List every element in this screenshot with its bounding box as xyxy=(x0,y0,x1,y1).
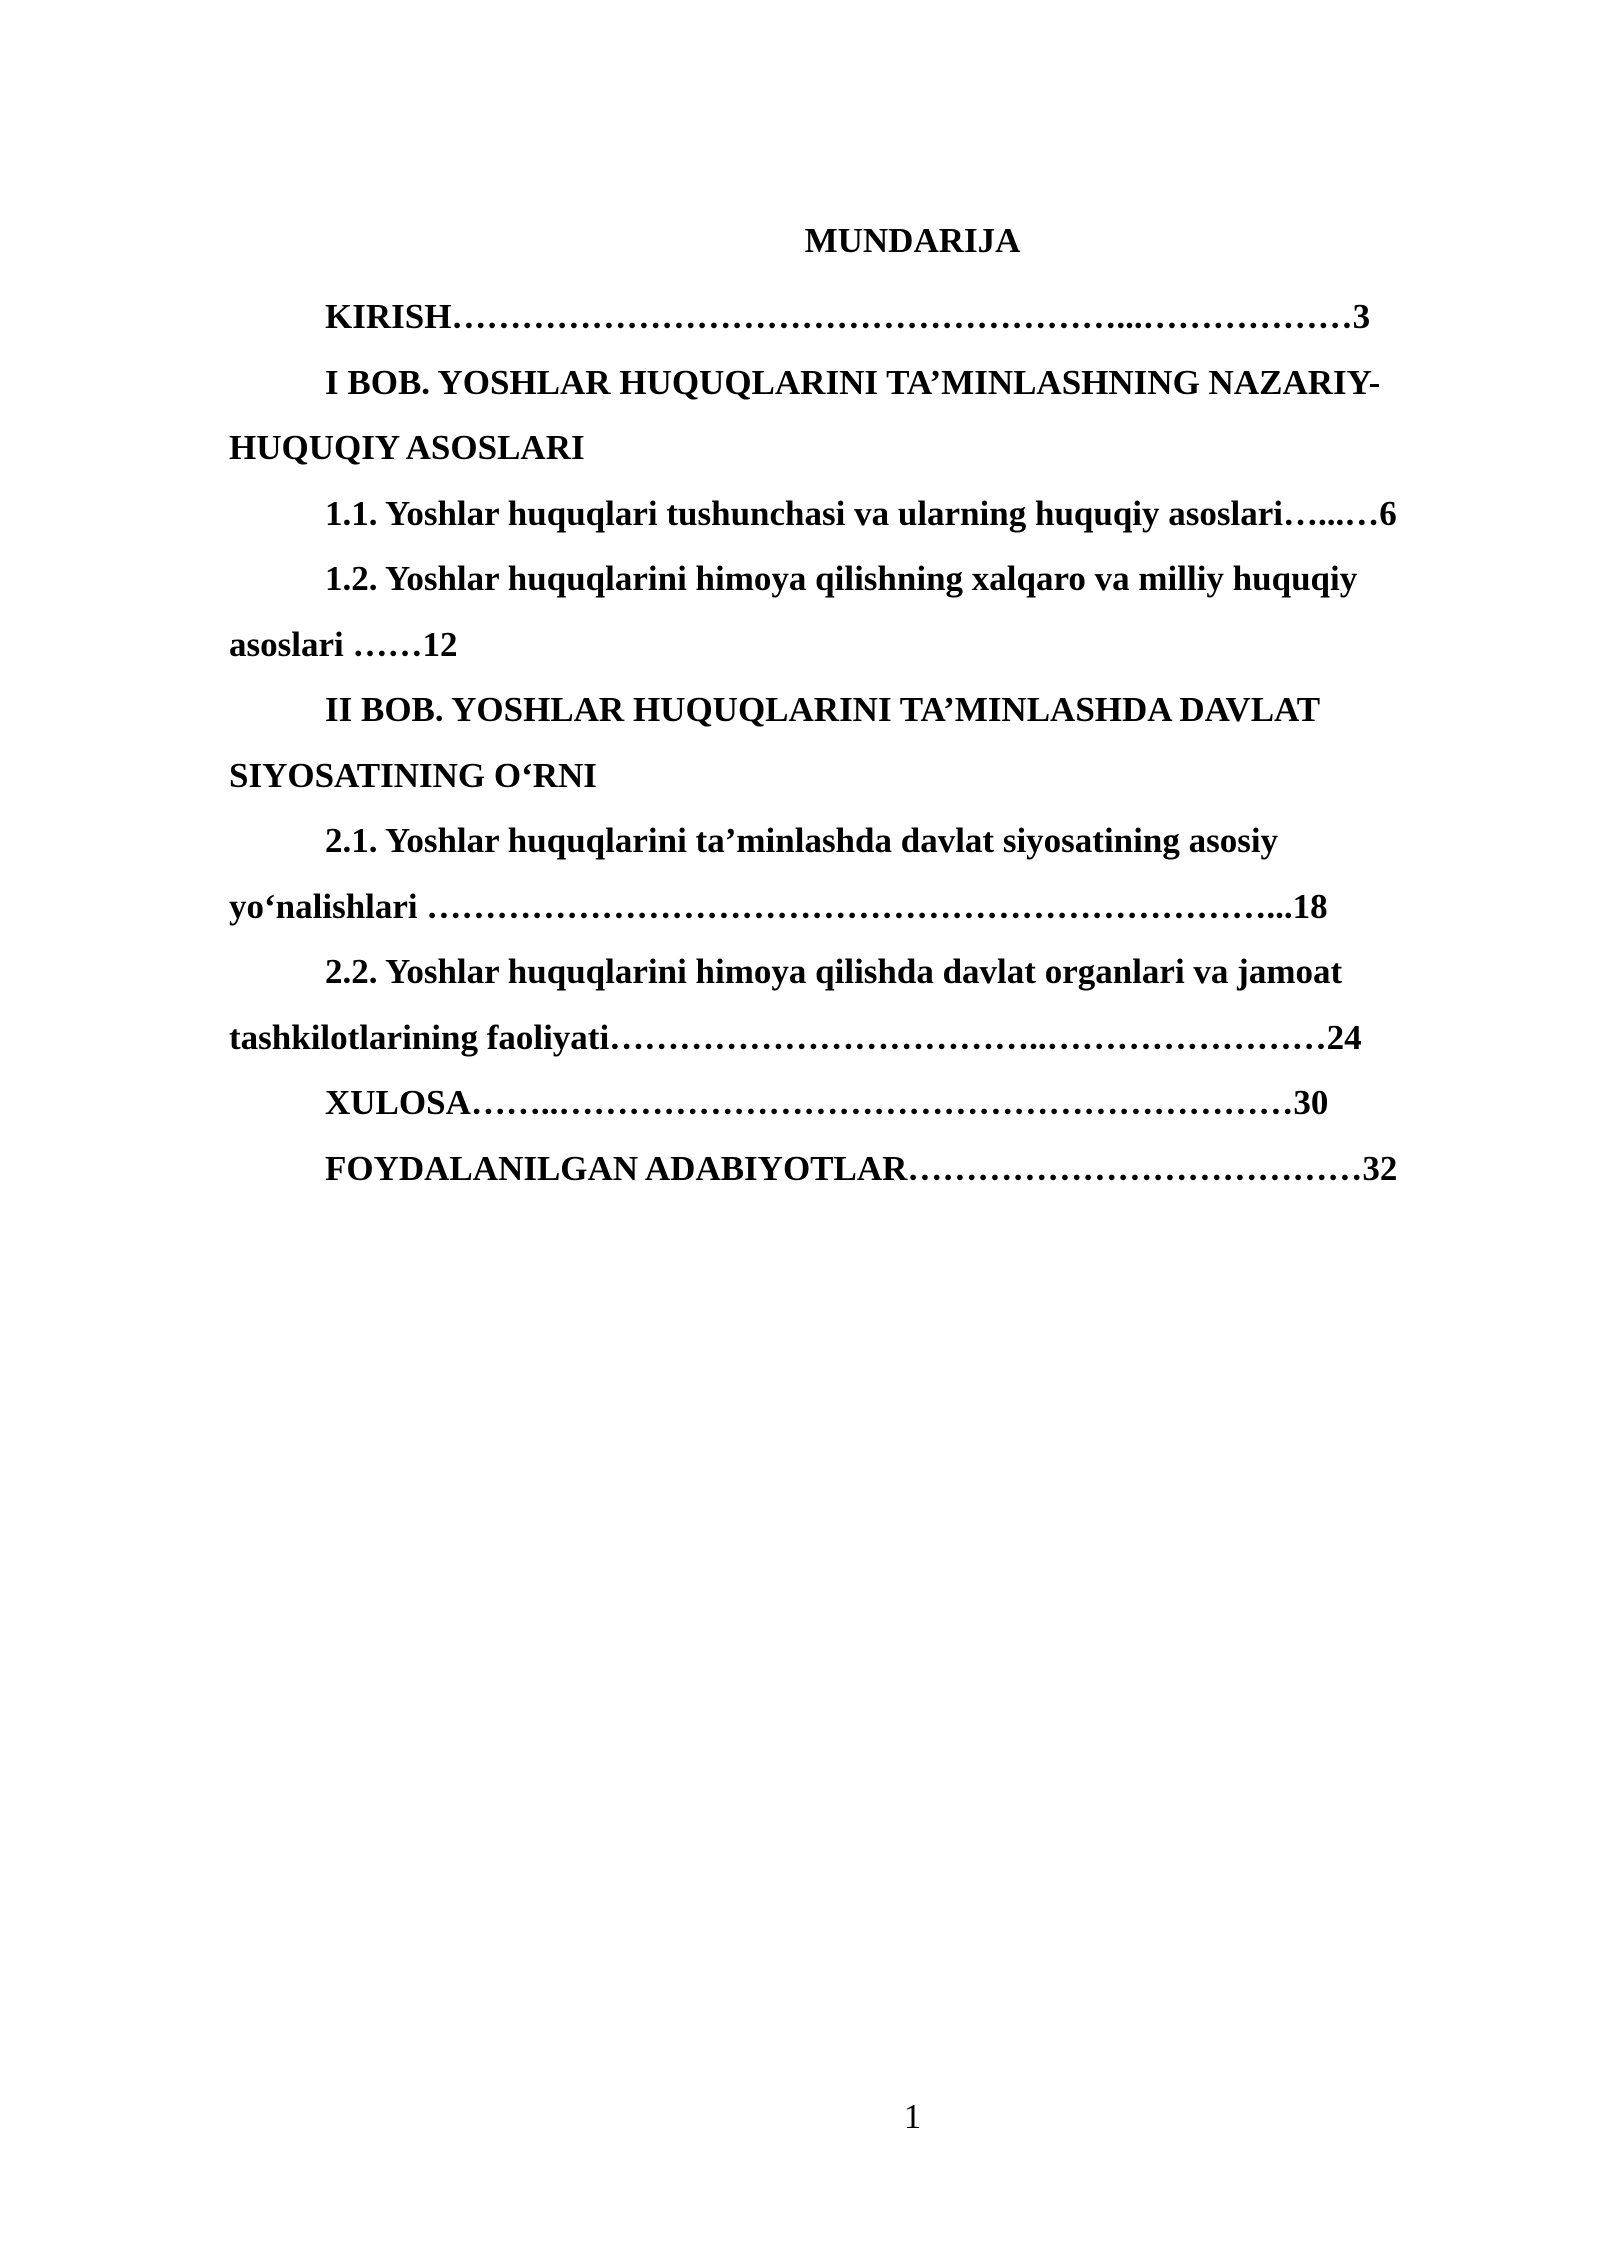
toc-entry-section-1-2-continuation[interactable] xyxy=(229,612,1495,678)
toc-entry-text: 2.2. Yoshlar huquqlarini himoya qilishda davlat organlari va jamoat xyxy=(325,952,1343,991)
toc-entry-section-2-1-continuation[interactable] xyxy=(229,874,1495,940)
toc-entry-xulosa[interactable] xyxy=(229,1070,1495,1136)
toc-entry-chapter-1-continuation[interactable] xyxy=(229,415,1495,481)
toc-entry-kirish[interactable] xyxy=(229,284,1495,350)
toc-entry-text: XULOSA……..………………………………………………………30 xyxy=(325,1083,1329,1122)
toc-entry-text: yo‘nalishlari ………………………………………………………………...18 xyxy=(229,886,1328,926)
toc-entry-text: FOYDALANILGAN ADABIYOTLAR…………………………………32 xyxy=(325,1148,1398,1188)
toc-entry-text: I BOB. YOSHLAR HUQUQLARINI TA’MINLASHNING NAZARIY- xyxy=(325,362,1381,402)
toc-entry-text: asoslari ……12 xyxy=(229,624,458,664)
toc-entry-chapter-1[interactable] xyxy=(229,350,1495,416)
toc-entry-text: II BOB. YOSHLAR HUQUQLARINI TA’MINLASHDA DAVLAT xyxy=(325,690,1321,729)
toc-entry-section-2-2[interactable] xyxy=(229,939,1495,1005)
toc-entry-section-1-1[interactable] xyxy=(229,481,1495,547)
toc-entry-text: 2.1. Yoshlar huquqlarini ta’minlashda davlat siyosatining asosiy xyxy=(325,821,1279,860)
toc-entry-text: SIYOSATINING O‘RNI xyxy=(229,755,597,795)
toc-entry-text: 1.1. Yoshlar huquqlari tushunchasi va ularning huquqiy asoslari…...…6 xyxy=(325,493,1397,533)
page-number: 1 xyxy=(903,2097,922,2136)
toc-entry-adabiyotlar[interactable] xyxy=(229,1136,1495,1202)
toc-entry-section-2-2-continuation[interactable] xyxy=(229,1005,1495,1071)
page-title: MUNDARIJA xyxy=(804,221,1021,260)
toc-entry-text: HUQUQIY ASOSLARI xyxy=(229,428,585,467)
toc-entry-text: 1.2. Yoshlar huquqlarini himoya qilishning xalqaro va milliy huquqiy xyxy=(325,559,1358,598)
table-of-contents xyxy=(229,284,1495,1201)
toc-entry-section-2-1[interactable] xyxy=(229,808,1495,874)
toc-entry-chapter-2-continuation[interactable] xyxy=(229,743,1495,809)
toc-entry-text: tashkilotlarining faoliyati………………………………..……………………24 xyxy=(229,1017,1362,1057)
toc-entry-section-1-2[interactable] xyxy=(229,546,1495,612)
toc-entry-chapter-2[interactable] xyxy=(229,677,1495,743)
toc-entry-text: KIRISH…………………………………………………...………………3 xyxy=(325,297,1371,336)
